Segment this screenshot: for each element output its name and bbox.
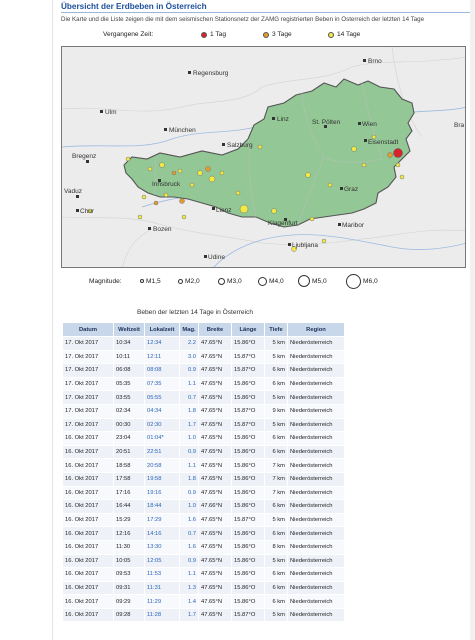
cell-longitude: 15.86°O: [232, 337, 265, 351]
city-label: Graz: [344, 186, 359, 193]
cell-depth: 5 km: [265, 513, 288, 527]
cell-date: 16. Okt 2017: [63, 595, 114, 609]
circle-icon: [346, 274, 361, 289]
cell-magnitude: 1.3: [180, 581, 199, 595]
table-row: [63, 432, 345, 446]
cell-latitude: 47.65°N: [199, 459, 232, 473]
table-caption: Beben der letzten 14 Tage in Österreich: [136, 309, 254, 316]
cell-date: 16. Okt 2017: [63, 527, 114, 541]
cell-longitude: 15.86°O: [232, 445, 265, 459]
left-sidebar: [0, 0, 53, 640]
cell-depth: 5 km: [265, 350, 288, 364]
cell-utc-time: 10:11: [114, 350, 145, 364]
table-row: [63, 540, 345, 554]
mag-item-2-0: M2,0: [178, 273, 200, 289]
cell-utc-time: 09:29: [114, 595, 145, 609]
cell-utc-time: 06:08: [114, 364, 145, 378]
cell-local-time: 22:51: [145, 445, 180, 459]
cell-utc-time: 20:51: [114, 445, 145, 459]
cell-region: Niederösterreich: [288, 459, 345, 473]
cell-latitude: 47.65°N: [199, 364, 232, 378]
cell-longitude: 15.86°O: [232, 486, 265, 500]
cell-region: Niederösterreich: [288, 391, 345, 405]
mag-item-4-0: M4,0: [258, 273, 284, 289]
cell-date: 17. Okt 2017: [63, 350, 114, 364]
mag-item-3-0: M3,0: [218, 273, 242, 289]
cell-longitude: 15.87°O: [232, 608, 265, 622]
mag-item-6-0: M6,0: [346, 273, 378, 289]
table-row: [63, 459, 345, 473]
cell-magnitude: 1.0: [180, 500, 199, 514]
magnitude-legend: [58, 273, 475, 289]
cell-date: 17. Okt 2017: [63, 418, 114, 432]
table-row: [63, 364, 345, 378]
cell-local-time: 05:55: [145, 391, 180, 405]
cell-region: Niederösterreich: [288, 486, 345, 500]
cell-longitude: 15.87°O: [232, 513, 265, 527]
cell-utc-time: 03:55: [114, 391, 145, 405]
cell-date: 16. Okt 2017: [63, 432, 114, 446]
cell-region: Niederösterreich: [288, 337, 345, 351]
cell-latitude: 47.65°N: [199, 608, 232, 622]
cell-local-time: 14:16: [145, 527, 180, 541]
cell-date: 16. Okt 2017: [63, 459, 114, 473]
cell-region: Niederösterreich: [288, 595, 345, 609]
page-scrollbar[interactable]: [470, 0, 475, 640]
cell-date: 16. Okt 2017: [63, 568, 114, 582]
city-label: Linz: [277, 116, 289, 123]
cell-utc-time: 09:28: [114, 608, 145, 622]
circle-icon: [140, 279, 144, 283]
cell-utc-time: 17:58: [114, 472, 145, 486]
cell-magnitude: 1.6: [180, 513, 199, 527]
table-row: [63, 445, 345, 459]
cell-local-time: 12:11: [145, 350, 180, 364]
earthquake-table: [62, 322, 345, 622]
cell-depth: 5 km: [265, 608, 288, 622]
cell-latitude: 47.65°N: [199, 527, 232, 541]
cell-latitude: 47.65°N: [199, 513, 232, 527]
cell-local-time: 18:44: [145, 500, 180, 514]
table-row: [63, 472, 345, 486]
cell-longitude: 15.86°O: [232, 540, 265, 554]
col-header-local[interactable]: Lokalzeit: [145, 323, 180, 337]
cell-region: Niederösterreich: [288, 554, 345, 568]
city-label: Brno: [368, 58, 382, 65]
cell-local-time: 12:05: [145, 554, 180, 568]
cell-depth: 9 km: [265, 404, 288, 418]
cell-local-time: 11:29: [145, 595, 180, 609]
cell-date: 17. Okt 2017: [63, 404, 114, 418]
cell-utc-time: 12:16: [114, 527, 145, 541]
city-label: Bra: [454, 122, 465, 129]
cell-latitude: 47.65°N: [199, 595, 232, 609]
cell-local-time: 11:31: [145, 581, 180, 595]
cell-latitude: 47.65°N: [199, 432, 232, 446]
cell-region: Niederösterreich: [288, 513, 345, 527]
latest-quake-marker: [394, 149, 403, 158]
cell-region: Niederösterreich: [288, 472, 345, 486]
city-label: Vaduz: [64, 188, 82, 195]
cell-longitude: 15.86°O: [232, 568, 265, 582]
cell-magnitude: 1.7: [180, 608, 199, 622]
cell-magnitude: 1.1: [180, 459, 199, 473]
table-row: [63, 486, 345, 500]
cell-longitude: 15.86°O: [232, 472, 265, 486]
cell-longitude: 15.86°O: [232, 595, 265, 609]
cell-local-time: 19:16: [145, 486, 180, 500]
cell-local-time: 02:30: [145, 418, 180, 432]
cell-region: Niederösterreich: [288, 432, 345, 446]
city-label: Wien: [362, 121, 377, 128]
city-label: Ljubljana: [292, 242, 319, 249]
cell-local-time: 20:58: [145, 459, 180, 473]
cell-longitude: 15.87°O: [232, 404, 265, 418]
cell-depth: 6 km: [265, 568, 288, 582]
cell-latitude: 47.65°N: [199, 540, 232, 554]
cell-date: 17. Okt 2017: [63, 364, 114, 378]
red-dot-icon: [201, 32, 207, 38]
cell-date: 17. Okt 2017: [63, 337, 114, 351]
cell-depth: 5 km: [265, 554, 288, 568]
cell-date: 17. Okt 2017: [63, 391, 114, 405]
cell-region: Niederösterreich: [288, 568, 345, 582]
cell-longitude: 15.86°O: [232, 432, 265, 446]
cell-longitude: 15.86°O: [232, 581, 265, 595]
cell-magnitude: 2.2: [180, 337, 199, 351]
cell-magnitude: 1.4: [180, 595, 199, 609]
cell-latitude: 47.65°N: [199, 391, 232, 405]
cell-magnitude: 1.1: [180, 568, 199, 582]
cell-latitude: 47.65°N: [199, 568, 232, 582]
cell-latitude: 47.65°N: [199, 445, 232, 459]
cell-depth: 5 km: [265, 337, 288, 351]
cell-latitude: 47.65°N: [199, 472, 232, 486]
circle-icon: [298, 275, 310, 287]
cell-latitude: 47.65°N: [199, 337, 232, 351]
table-row: [63, 568, 345, 582]
cell-local-time: 04:34: [145, 404, 180, 418]
cell-longitude: 15.86°O: [232, 527, 265, 541]
magnitude-legend-label: Magnitude:: [89, 277, 122, 285]
cell-magnitude: 1.0: [180, 432, 199, 446]
intro-text: Die Karte und die Liste zeigen die mit dem seismischen Stationsnetz der ZAMG registrierten Beben in Österreich der letzten 14 Tage: [61, 16, 425, 23]
cell-region: Niederösterreich: [288, 350, 345, 364]
cell-longitude: 15.87°O: [232, 350, 265, 364]
table-row: [63, 391, 345, 405]
mag-item-5-0: M5,0: [298, 273, 327, 289]
cell-magnitude: 1.8: [180, 404, 199, 418]
cell-date: 16. Okt 2017: [63, 472, 114, 486]
cell-region: Niederösterreich: [288, 364, 345, 378]
cell-local-time: 07:35: [145, 377, 180, 391]
cell-depth: 6 km: [265, 595, 288, 609]
cell-longitude: 15.87°O: [232, 364, 265, 378]
cell-magnitude: 0.9: [180, 364, 199, 378]
cell-depth: 6 km: [265, 377, 288, 391]
col-header-mag[interactable]: Mag.: [180, 323, 199, 337]
time-legend-item-14-days: 14 Tage: [328, 31, 360, 38]
cell-local-time: 01:04*: [145, 432, 180, 446]
table-row: [63, 581, 345, 595]
circle-icon: [218, 278, 225, 285]
city-label: Udine: [208, 254, 225, 261]
cell-date: 16. Okt 2017: [63, 554, 114, 568]
city-label: Lienz: [216, 207, 232, 214]
table-row: [63, 337, 345, 351]
cell-magnitude: 0.9: [180, 486, 199, 500]
cell-magnitude: 0.9: [180, 554, 199, 568]
cell-magnitude: 3.0: [180, 350, 199, 364]
cell-utc-time: 15:29: [114, 513, 145, 527]
city-label: Bregenz: [72, 153, 97, 160]
table-row: [63, 377, 345, 391]
cell-local-time: 19:58: [145, 472, 180, 486]
cell-longitude: 15.86°O: [232, 377, 265, 391]
cell-region: Niederösterreich: [288, 527, 345, 541]
cell-latitude: 47.65°N: [199, 486, 232, 500]
cell-depth: 6 km: [265, 581, 288, 595]
cell-utc-time: 10:05: [114, 554, 145, 568]
cell-utc-time: 16:44: [114, 500, 145, 514]
cell-depth: 7 km: [265, 472, 288, 486]
cell-local-time: 11:53: [145, 568, 180, 582]
cell-latitude: 47.65°N: [199, 554, 232, 568]
table-row: [63, 513, 345, 527]
yellow-dot-icon: [328, 32, 334, 38]
cell-depth: 6 km: [265, 364, 288, 378]
city-label: Eisenstadt: [368, 139, 399, 146]
table-row: [63, 418, 345, 432]
cell-region: Niederösterreich: [288, 581, 345, 595]
col-header-region[interactable]: Region: [288, 323, 345, 337]
cell-region: Niederösterreich: [288, 540, 345, 554]
cell-region: Niederösterreich: [288, 445, 345, 459]
city-label: Salzburg: [227, 142, 253, 149]
cell-depth: 6 km: [265, 432, 288, 446]
cell-region: Niederösterreich: [288, 418, 345, 432]
table-row: [63, 350, 345, 364]
cell-latitude: 47.65°N: [199, 404, 232, 418]
cell-latitude: 47.65°N: [199, 581, 232, 595]
cell-magnitude: 0.7: [180, 391, 199, 405]
city-label: München: [169, 127, 196, 134]
cell-latitude: 47.65°N: [199, 350, 232, 364]
time-legend-label: Vergangene Zeit:: [103, 31, 154, 38]
cell-region: Niederösterreich: [288, 377, 345, 391]
col-header-utc[interactable]: Weltzeit: [114, 323, 145, 337]
cell-longitude: 15.86°O: [232, 500, 265, 514]
cell-date: 16. Okt 2017: [63, 540, 114, 554]
col-header-depth[interactable]: Tiefe: [265, 323, 288, 337]
table-row: [63, 554, 345, 568]
cell-depth: 6 km: [265, 445, 288, 459]
page-title: Übersicht der Erdbeben in Österreich: [61, 2, 207, 11]
cell-utc-time: 05:35: [114, 377, 145, 391]
city-label: Bozen: [153, 226, 172, 233]
city-label: Klagenfurt: [268, 220, 298, 227]
city-label: Regensburg: [193, 70, 229, 77]
table-row: [63, 595, 345, 609]
cell-magnitude: 1.8: [180, 472, 199, 486]
time-legend-item-3-days: 3 Tage: [263, 31, 292, 38]
cell-depth: 6 km: [265, 500, 288, 514]
cell-date: 16. Okt 2017: [63, 513, 114, 527]
cell-region: Niederösterreich: [288, 500, 345, 514]
cell-depth: 5 km: [265, 418, 288, 432]
time-legend: [58, 31, 475, 41]
cell-date: 16. Okt 2017: [63, 500, 114, 514]
cell-date: 16. Okt 2017: [63, 608, 114, 622]
cell-utc-time: 02:34: [114, 404, 145, 418]
city-label: Innsbruck: [152, 181, 181, 188]
city-label: Ulm: [105, 109, 117, 116]
cell-depth: 6 km: [265, 527, 288, 541]
cell-depth: 8 km: [265, 540, 288, 554]
cell-utc-time: 09:53: [114, 568, 145, 582]
cell-date: 16. Okt 2017: [63, 581, 114, 595]
cell-utc-time: 00:30: [114, 418, 145, 432]
cell-region: Niederösterreich: [288, 608, 345, 622]
table-body: [63, 337, 345, 622]
cell-magnitude: 1.7: [180, 418, 199, 432]
cell-depth: 7 km: [265, 486, 288, 500]
cell-latitude: 47.66°N: [199, 500, 232, 514]
cell-utc-time: 23:04: [114, 432, 145, 446]
cell-date: 17. Okt 2017: [63, 377, 114, 391]
cell-longitude: 15.86°O: [232, 554, 265, 568]
city-label: Chur: [80, 208, 95, 215]
cell-region: Niederösterreich: [288, 404, 345, 418]
table-row: [63, 404, 345, 418]
cell-local-time: 17:29: [145, 513, 180, 527]
city-label: Maribor: [342, 222, 365, 229]
col-header-lon[interactable]: Länge: [232, 323, 265, 337]
cell-utc-time: 17:16: [114, 486, 145, 500]
cell-longitude: 15.87°O: [232, 418, 265, 432]
cell-date: 16. Okt 2017: [63, 486, 114, 500]
cell-latitude: 47.65°N: [199, 418, 232, 432]
cell-local-time: 12:34: [145, 337, 180, 351]
table-row: [63, 527, 345, 541]
circle-icon: [178, 279, 183, 284]
cell-depth: 5 km: [265, 391, 288, 405]
city-label: St. Pölten: [312, 119, 341, 126]
cell-magnitude: 0.9: [180, 445, 199, 459]
map-svg: [62, 47, 466, 268]
earthquake-map[interactable]: [61, 46, 466, 268]
title-divider: [61, 12, 471, 13]
orange-dot-icon: [263, 32, 269, 38]
cell-utc-time: 09:31: [114, 581, 145, 595]
cell-utc-time: 11:30: [114, 540, 145, 554]
cell-latitude: 47.65°N: [199, 377, 232, 391]
cell-magnitude: 1.1: [180, 377, 199, 391]
cell-local-time: 13:30: [145, 540, 180, 554]
mag-item-1-5: M1,5: [140, 273, 161, 289]
table-row: [63, 608, 345, 622]
col-header-date[interactable]: Datum: [63, 323, 114, 337]
col-header-lat[interactable]: Breite: [199, 323, 232, 337]
cell-utc-time: 10:34: [114, 337, 145, 351]
cell-magnitude: 0.7: [180, 527, 199, 541]
cell-local-time: 08:08: [145, 364, 180, 378]
cell-date: 16. Okt 2017: [63, 445, 114, 459]
table-header-row: [63, 323, 345, 337]
cell-longitude: 15.86°O: [232, 459, 265, 473]
circle-icon: [258, 277, 267, 286]
cell-magnitude: 1.6: [180, 540, 199, 554]
cell-longitude: 15.86°O: [232, 391, 265, 405]
cell-depth: 7 km: [265, 459, 288, 473]
table-row: [63, 500, 345, 514]
time-legend-item-1-day: 1 Tag: [201, 31, 226, 38]
cell-utc-time: 18:58: [114, 459, 145, 473]
cell-local-time: 11:28: [145, 608, 180, 622]
